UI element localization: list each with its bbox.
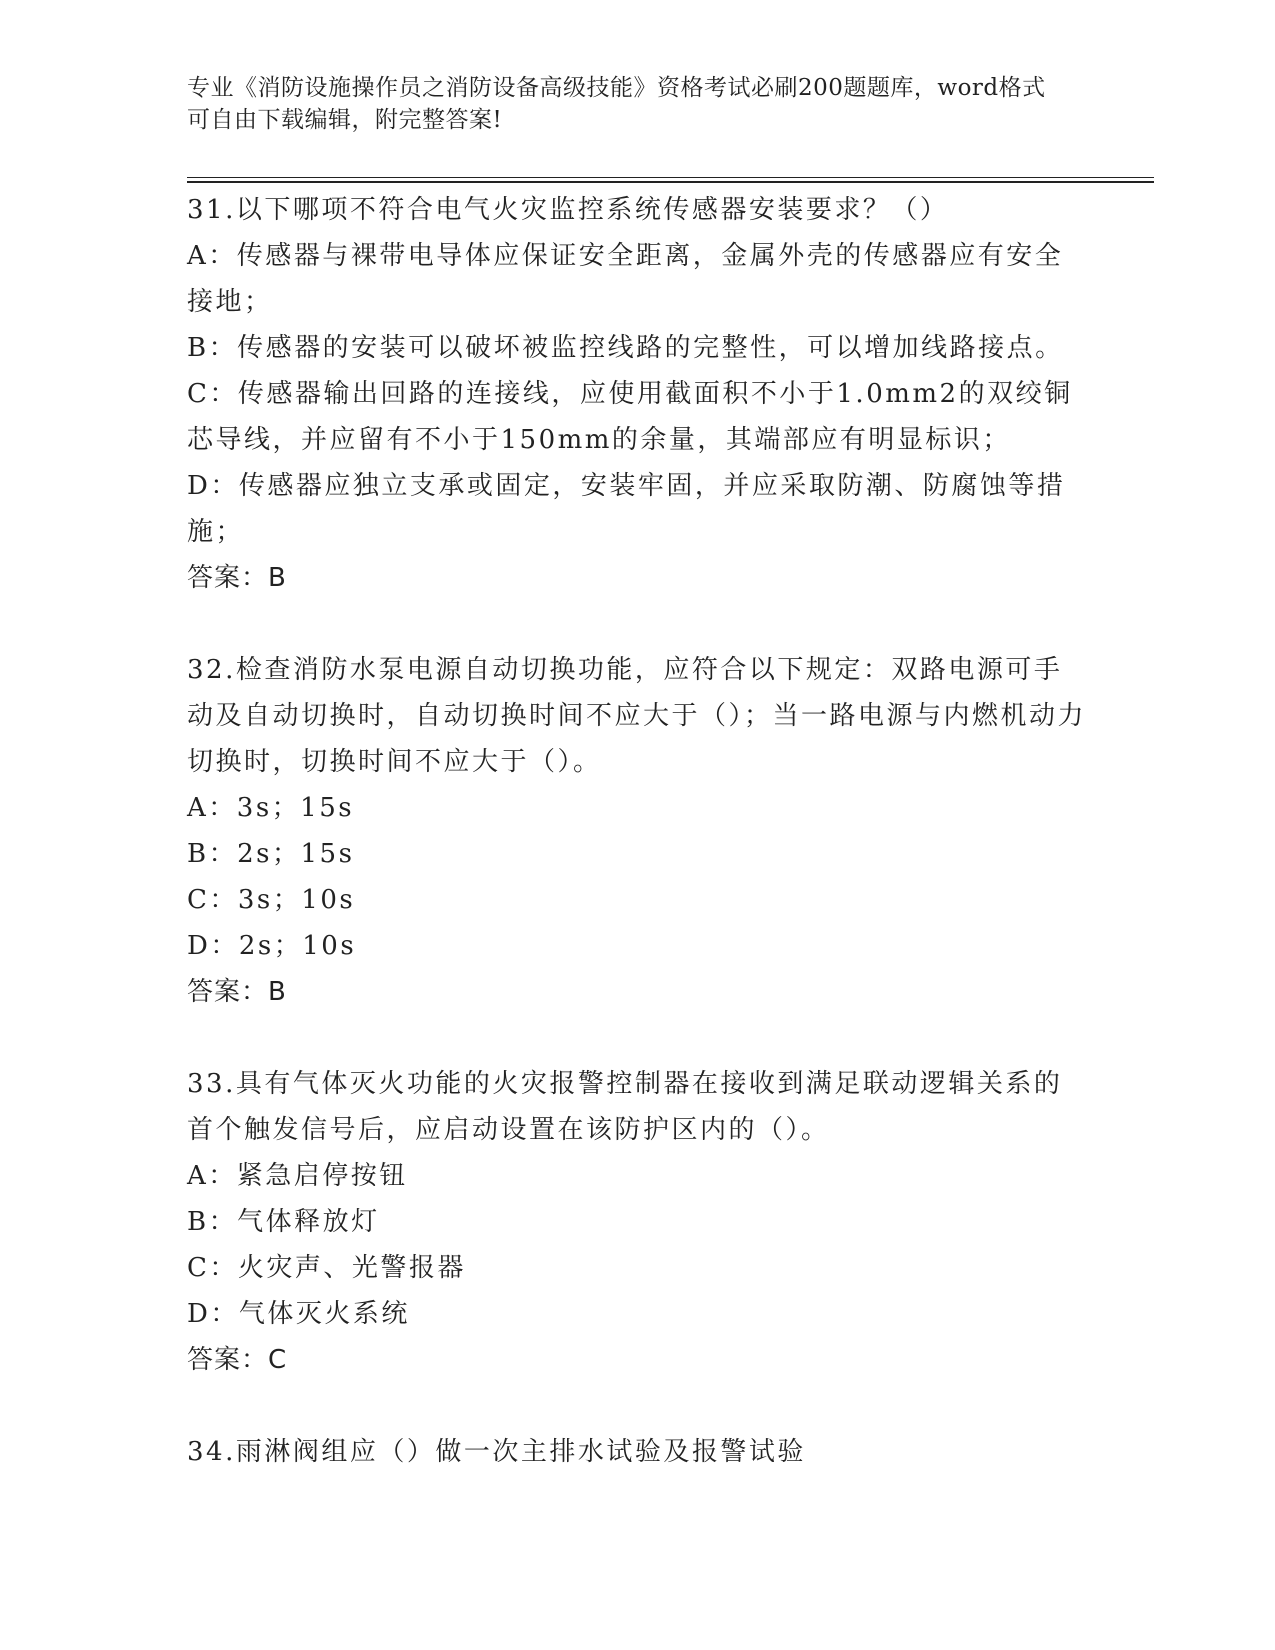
question-stem: 31.以下哪项不符合电气火灾监控系统传感器安装要求？（） xyxy=(187,195,949,225)
option-b: B：气体释放灯 xyxy=(187,1207,380,1237)
header-divider-thin xyxy=(187,177,1154,178)
spacer xyxy=(187,601,1087,647)
question-33 xyxy=(187,1061,1087,1383)
option-d: D：2s；10s xyxy=(187,931,357,961)
document-header: 专业《消防设施操作员之消防设备高级技能》资格考试必刷200题题库，word格式可自由下载编辑，附完整答案! xyxy=(187,75,1046,133)
option-c: C：传感器输出回路的连接线，应使用截面积不小于1.0mm2的双绞铜芯导线，并应留有不小于150mm的余量，其端部应有明显标识； xyxy=(187,379,1073,455)
option-d: D：传感器应独立支承或固定，安装牢固，并应采取防潮、防腐蚀等措施； xyxy=(187,471,1066,547)
option-c: C：火灾声、光警报器 xyxy=(187,1253,466,1283)
question-list xyxy=(187,187,1087,1475)
question-stem: 32.检查消防水泵电源自动切换功能，应符合以下规定：双路电源可手动及自动切换时，自动切换时间不应大于（）；当一路电源与内燃机动力切换时，切换时间不应大于（）。 xyxy=(187,655,1087,777)
option-b: B：传感器的安装可以破坏被监控线路的完整性，可以增加线路接点。 xyxy=(187,333,1064,363)
answer: 答案：B xyxy=(187,977,287,1007)
header-divider-thick xyxy=(187,181,1154,183)
option-c: C：3s；10s xyxy=(187,885,356,915)
question-34 xyxy=(187,1429,1087,1475)
question-stem: 33.具有气体灭火功能的火灾报警控制器在接收到满足联动逻辑关系的首个触发信号后，应启动设置在该防护区内的（）。 xyxy=(187,1069,1063,1145)
question-stem: 34.雨淋阀组应（）做一次主排水试验及报警试验 xyxy=(187,1437,806,1467)
option-a: A：3s；15s xyxy=(187,793,355,823)
answer: 答案：B xyxy=(187,563,287,593)
option-b: B：2s；15s xyxy=(187,839,355,869)
answer: 答案：C xyxy=(187,1345,288,1375)
option-a: A：传感器与裸带电导体应保证安全距离，金属外壳的传感器应有安全接地； xyxy=(187,241,1064,317)
option-a: A：紧急启停按钮 xyxy=(187,1161,408,1191)
question-32 xyxy=(187,647,1087,1015)
option-d: D：气体灭火系统 xyxy=(187,1299,410,1329)
spacer xyxy=(187,1383,1087,1429)
spacer xyxy=(187,1015,1087,1061)
question-31 xyxy=(187,187,1087,601)
